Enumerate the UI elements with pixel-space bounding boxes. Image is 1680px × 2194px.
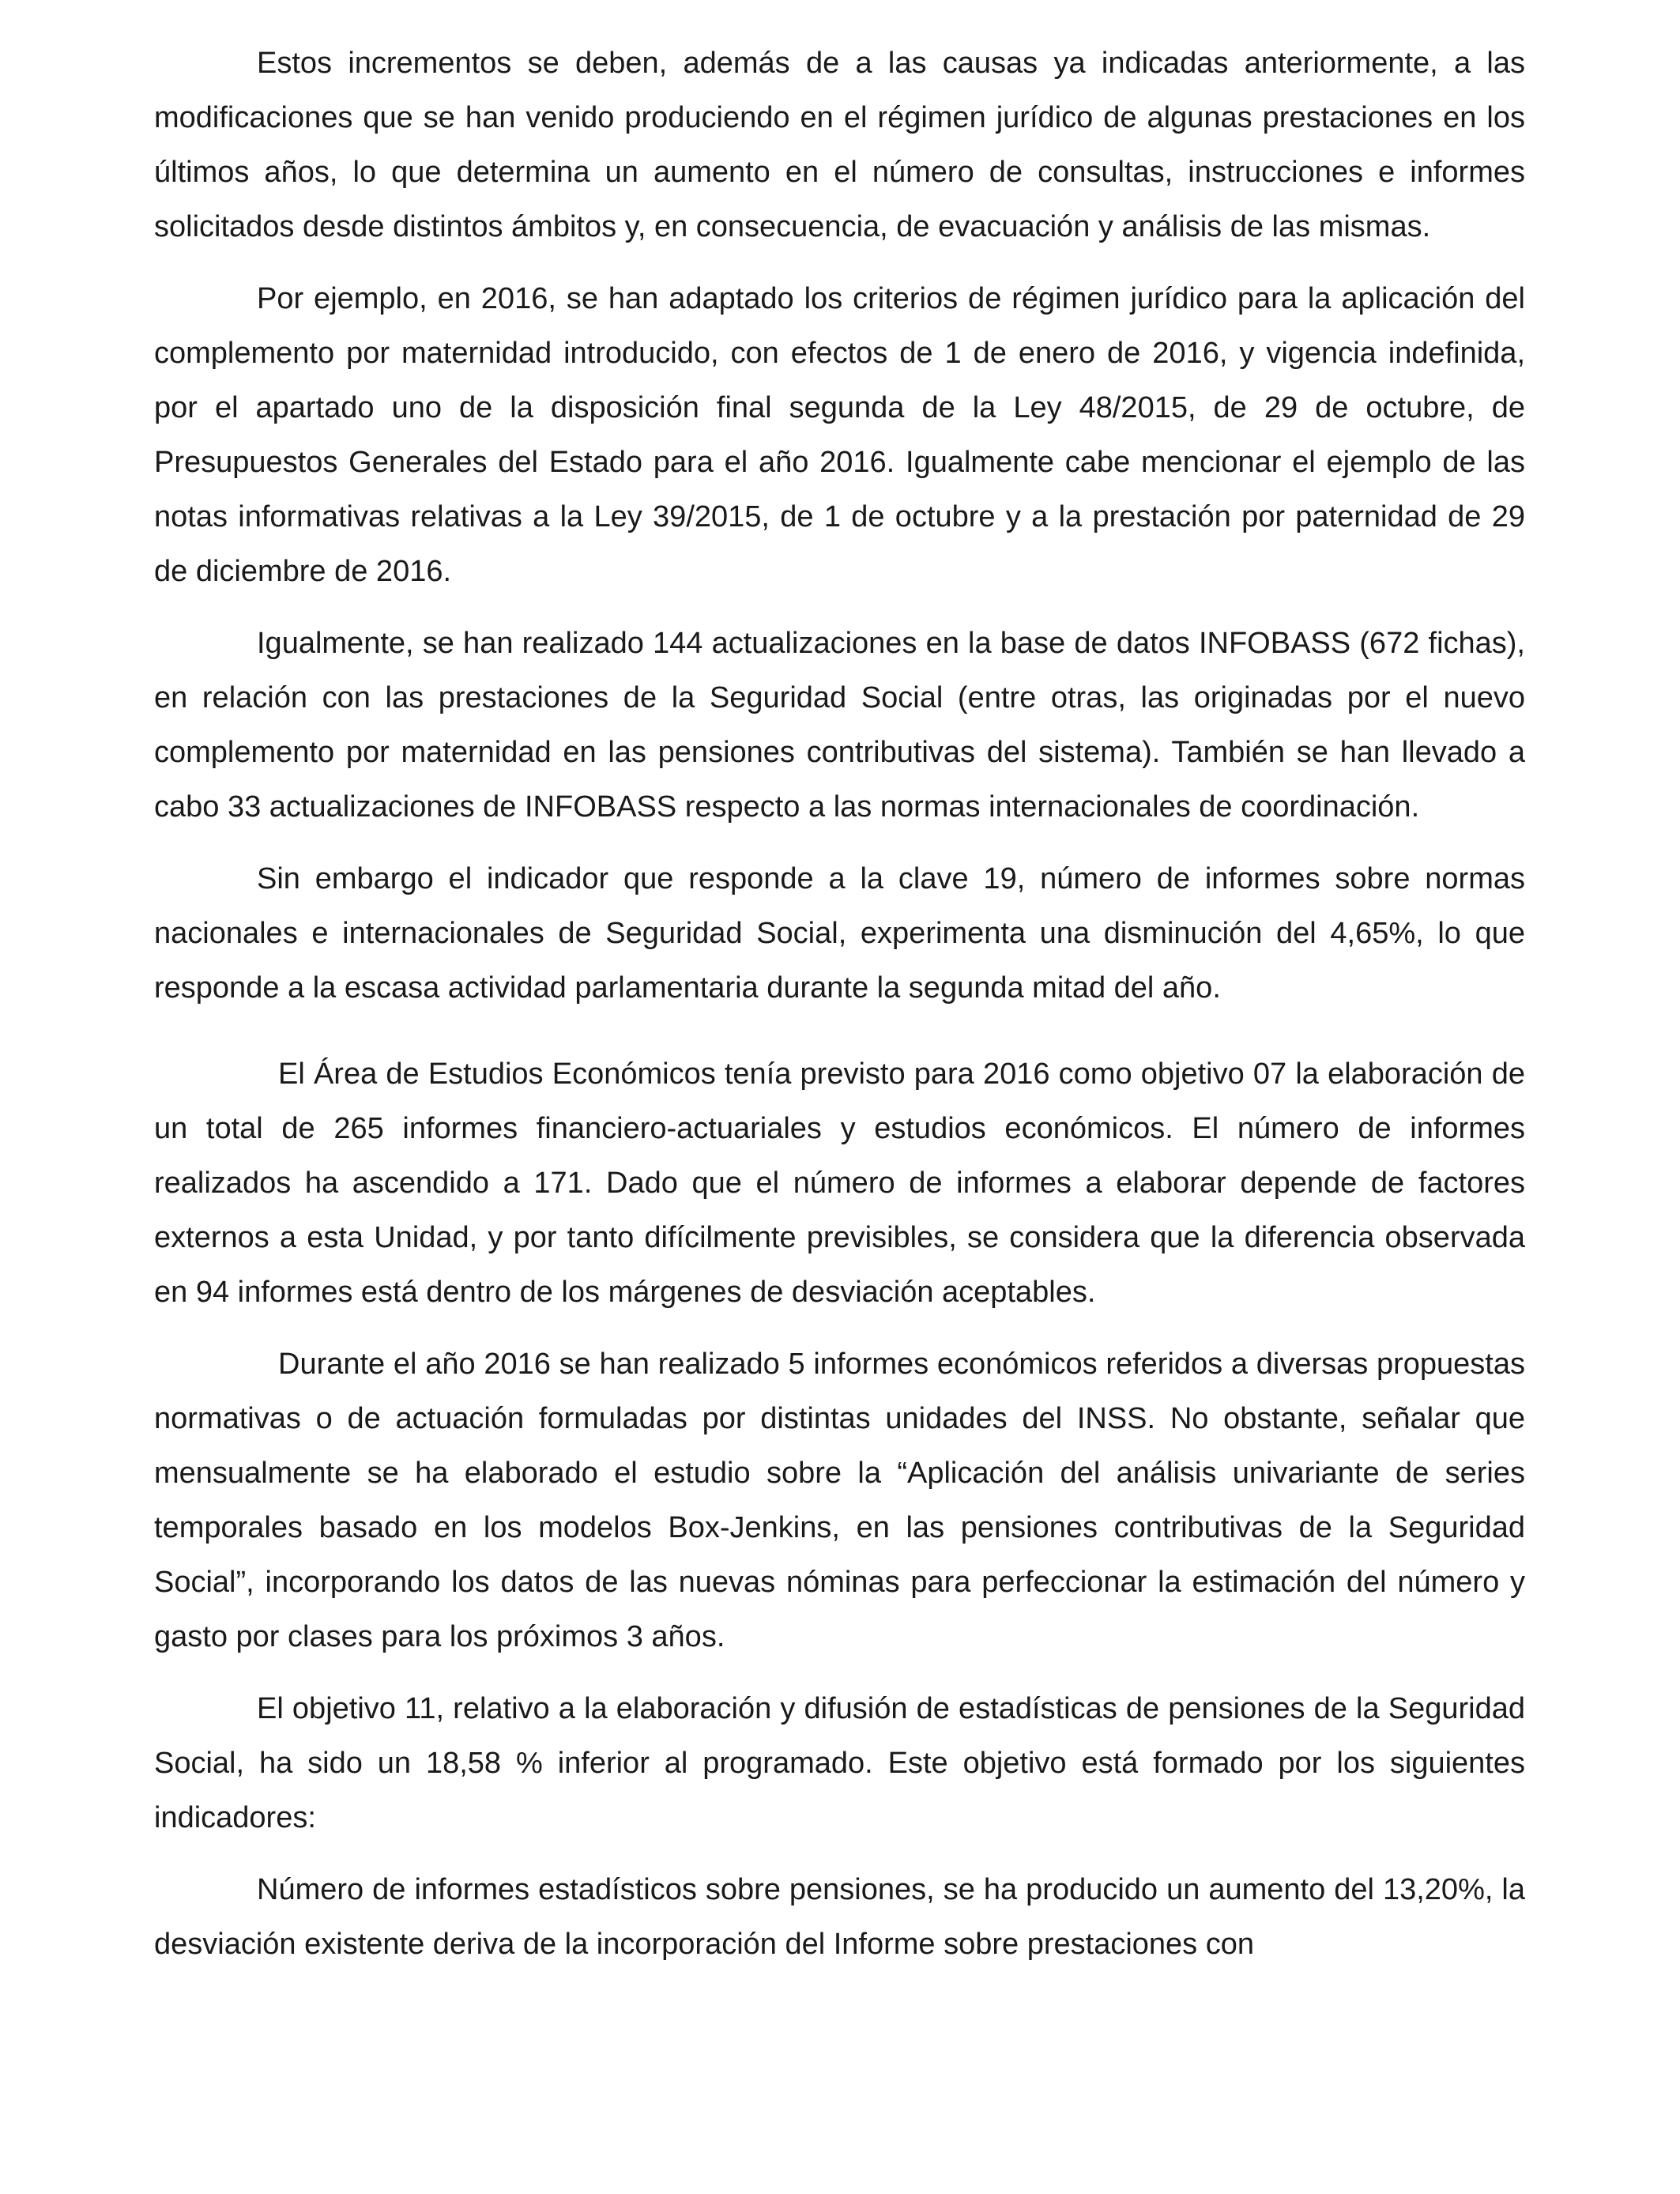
paragraph-objetivo-11: El objetivo 11, relativo a la elaboración y difusión de estadísticas de pensiones de la Seguridad Social, ha sido un 18,58 % inferior al programado. Este objetivo está formado por los siguientes indicadores: — [154, 1692, 1525, 1834]
paragraph-estudios-economicos: El Área de Estudios Económicos tenía previsto para 2016 como objetivo 07 la elaboración de un total de 265 informes financiero-actuariales y estudios económicos. El número de informes realizados ha ascendido a 171. Dado que el número de informes a elaborar depende de factores externos a esta Unidad, y por tanto difícilmente previsibles, se considera que la diferencia observada en 94 informes está dentro de los márgenes de desviación aceptables. — [154, 1057, 1525, 1309]
paragraph-infobass: Igualmente, se han realizado 144 actualizaciones en la base de datos INFOBASS (672 fichas), en relación con las prestaciones de la Seguridad Social (entre otras, las originadas por el nuevo complemento por maternidad en las pensiones contributivas del sistema). También se han llevado a cabo 33 actualizaciones de INFOBASS respecto a las normas internacionales de coordinación. — [154, 627, 1525, 824]
document-body — [154, 36, 1525, 1989]
paragraph-informes-estadisticos: Número de informes estadísticos sobre pensiones, se ha producido un aumento del 13,20%, la desviación existente deriva de la incorporación del Informe sobre prestaciones con — [154, 1873, 1525, 1961]
paragraph-indicador-clave-19: Sin embargo el indicador que responde a la clave 19, número de informes sobre normas nacionales e internacionales de Seguridad Social, experimenta una disminución del 4,65%, lo que responde a la escasa actividad parlamentaria durante la segunda mitad del año. — [154, 862, 1525, 1005]
paragraph-ejemplo-2016: Por ejemplo, en 2016, se han adaptado los criterios de régimen jurídico para la aplicación del complemento por maternidad introducido, con efectos de 1 de enero de 2016, y vigencia indefinida, por el apartado uno de la disposición final segunda de la Ley 48/2015, de 29 de octubre, de Presupuestos Generales del Estado para el año 2016. Igualmente cabe mencionar el ejemplo de las notas informativas relativas a la Ley 39/2015, de 1 de octubre y a la prestación por paternidad de 29 de diciembre de 2016. — [154, 282, 1525, 588]
paragraph-incrementos: Estos incrementos se deben, además de a las causas ya indicadas anteriormente, a las modificaciones que se han venido produciendo en el régimen jurídico de algunas prestaciones en los últimos años, lo que determina un aumento en el número de consultas, instrucciones e informes solicitados desde distintos ámbitos y, en consecuencia, de evacuación y análisis de las mismas. — [154, 47, 1525, 243]
paragraph-informes-economicos: Durante el año 2016 se han realizado 5 informes económicos referidos a diversas propuestas normativas o de actuación formuladas por distintas unidades del INSS. No obstante, señalar que mensualmente se ha elaborado el estudio sobre la “Aplicación del análisis univariante de series temporales basado en los modelos Box-Jenkins, en las pensiones contributivas de la Seguridad Social”, incorporando los datos de las nuevas nóminas para perfeccionar la estimación del número y gasto por clases para los próximos 3 años. — [154, 1348, 1525, 1653]
